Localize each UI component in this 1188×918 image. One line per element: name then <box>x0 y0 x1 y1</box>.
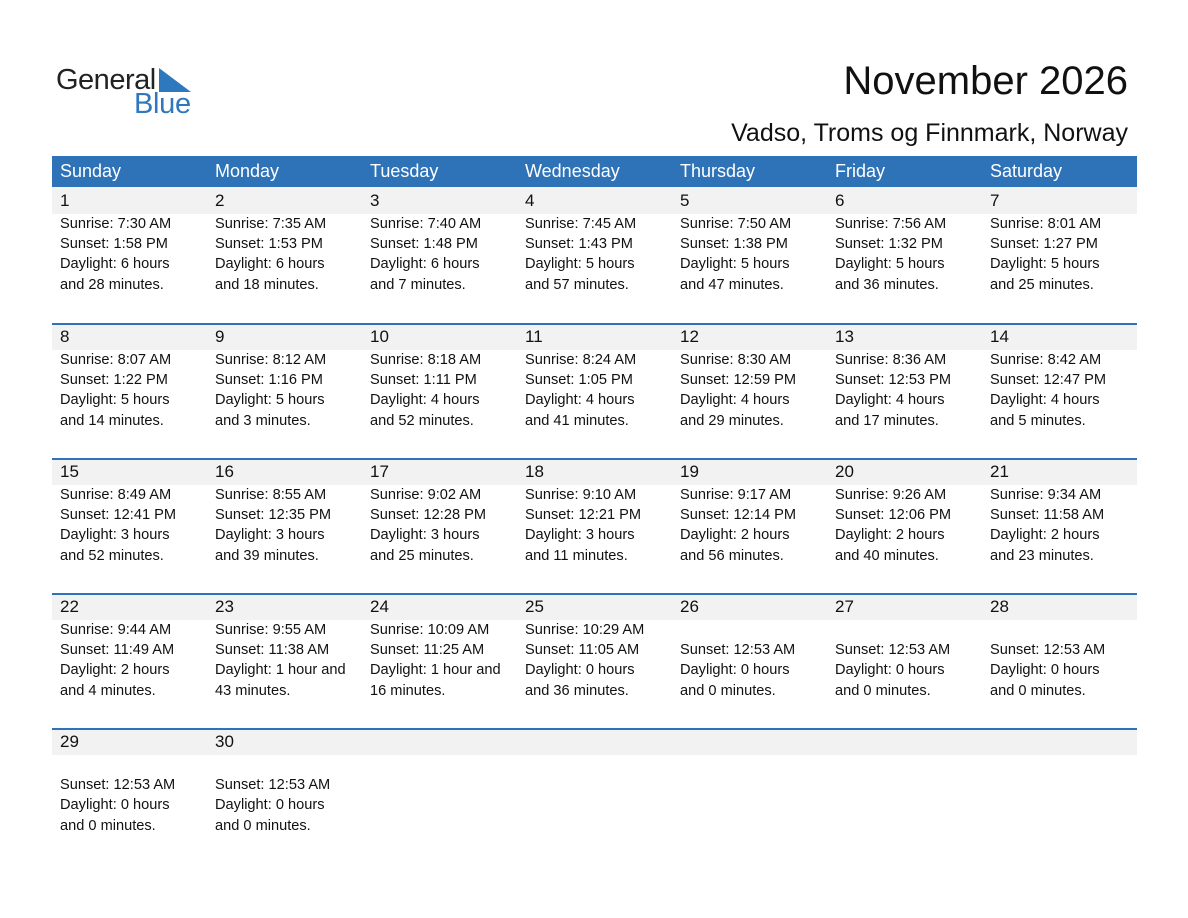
sunrise-text <box>835 620 982 640</box>
day-number: 1 <box>60 191 70 210</box>
day-number: 12 <box>680 327 699 346</box>
day-cell <box>982 728 1137 836</box>
week-row <box>52 593 1137 728</box>
day-number: 17 <box>370 462 389 481</box>
weekday-header: Tuesday <box>370 161 439 181</box>
day-number: 6 <box>835 191 845 210</box>
day-number: 22 <box>60 597 79 616</box>
day-cell <box>827 458 982 566</box>
day-number: 25 <box>525 597 544 616</box>
week-row <box>52 323 1137 458</box>
daylight-minutes-text: and 18 minutes. <box>215 276 319 293</box>
day-details <box>525 214 672 295</box>
sunset-text: Sunset: 12:53 AM <box>990 642 1106 659</box>
sunrise-text: Sunrise: 9:26 AM <box>835 487 947 503</box>
day-cell <box>517 458 672 566</box>
sunset-text: Sunset: 12:06 PM <box>835 507 952 524</box>
day-cell <box>827 323 982 431</box>
day-cell <box>362 728 517 836</box>
weekday-header: Saturday <box>990 161 1063 181</box>
sunset-text: Sunset: 11:05 AM <box>525 642 640 659</box>
daylight-text: Daylight: 4 hours <box>990 392 1100 409</box>
day-number: 4 <box>525 191 535 210</box>
daylight-minutes-text <box>525 816 672 836</box>
sunset-text: Sunset: 11:25 AM <box>370 642 485 659</box>
day-details <box>370 485 517 566</box>
day-details <box>215 620 362 701</box>
sunrise-text: Sunrise: 10:09 AM <box>370 622 490 638</box>
daylight-text: Daylight: 4 hours <box>680 392 790 409</box>
sunset-text: Sunset: 1:38 PM <box>680 236 788 253</box>
daylight-minutes-text: and 25 minutes. <box>370 547 474 564</box>
daylight-text: Daylight: 5 hours <box>60 392 170 409</box>
sunset-text <box>990 775 1137 795</box>
day-details <box>525 755 672 836</box>
daylight-text: Daylight: 3 hours <box>215 527 325 544</box>
sunset-text: Sunset: 1:27 PM <box>990 236 1098 253</box>
day-number: 13 <box>835 327 854 346</box>
sunrise-text: Sunrise: 8:55 AM <box>215 487 327 503</box>
day-number: 18 <box>525 462 544 481</box>
sunset-text: Sunset: 1:53 PM <box>215 236 323 253</box>
day-details <box>60 214 207 295</box>
day-cell <box>827 728 982 836</box>
day-cell <box>207 728 362 836</box>
sunrise-text <box>990 755 1137 775</box>
day-cell <box>982 323 1137 431</box>
sunset-text: Sunset: 12:28 PM <box>370 507 487 524</box>
day-cell <box>362 593 517 701</box>
sunset-text: Sunset: 11:58 AM <box>990 507 1105 524</box>
sunset-text: Sunset: 12:53 AM <box>60 777 176 794</box>
week-cells <box>52 593 1137 701</box>
daylight-text: Daylight: 2 hours <box>835 527 945 544</box>
sunrise-text <box>215 755 362 775</box>
day-cell <box>207 593 362 701</box>
daylight-text <box>525 795 672 815</box>
sunrise-text: Sunrise: 9:10 AM <box>525 487 637 503</box>
day-number: 29 <box>60 732 79 751</box>
day-number: 20 <box>835 462 854 481</box>
daylight-minutes-text: and 47 minutes. <box>680 276 784 293</box>
sunrise-text: Sunrise: 9:44 AM <box>60 622 172 638</box>
day-cell <box>52 187 207 295</box>
sunset-text: Sunset: 12:14 PM <box>680 507 797 524</box>
daylight-text: Daylight: 0 hours <box>525 662 635 679</box>
day-details <box>835 350 982 431</box>
daylight-minutes-text <box>990 816 1137 836</box>
day-cell <box>52 458 207 566</box>
day-number <box>835 728 982 755</box>
weeks-container <box>52 187 1137 863</box>
weekday-header-row <box>52 156 1137 187</box>
weekday-header: Wednesday <box>525 161 620 181</box>
sunset-text: Sunset: 12:59 PM <box>680 372 797 389</box>
weekday-header: Sunday <box>60 161 122 181</box>
day-details <box>525 620 672 701</box>
daylight-minutes-text <box>835 816 982 836</box>
day-number: 24 <box>370 597 389 616</box>
daylight-minutes-text: and 0 minutes. <box>215 817 311 834</box>
daylight-text: Daylight: 4 hours <box>835 392 945 409</box>
daylight-minutes-text: and 0 minutes. <box>835 682 931 699</box>
day-details <box>370 755 517 836</box>
day-cell <box>517 593 672 701</box>
sunrise-text: Sunrise: 8:30 AM <box>680 352 792 368</box>
day-details <box>60 485 207 566</box>
daylight-text: Daylight: 3 hours <box>525 527 635 544</box>
sunset-text: Sunset: 1:58 PM <box>60 236 168 253</box>
week-row <box>52 458 1137 593</box>
sunrise-text <box>60 755 207 775</box>
day-cell <box>52 728 207 836</box>
day-details <box>835 755 982 836</box>
day-cell <box>52 323 207 431</box>
week-cells <box>52 187 1137 295</box>
daylight-minutes-text: and 36 minutes. <box>835 276 939 293</box>
day-number <box>370 728 517 755</box>
daylight-text: Daylight: 1 hour and <box>370 662 501 679</box>
daylight-text: Daylight: 2 hours <box>680 527 790 544</box>
sunrise-text: Sunrise: 8:42 AM <box>990 352 1102 368</box>
daylight-text: Daylight: 6 hours <box>215 256 325 273</box>
sunset-text: Sunset: 11:49 AM <box>60 642 175 659</box>
daylight-minutes-text: and 39 minutes. <box>215 547 319 564</box>
day-number: 30 <box>215 732 234 751</box>
daylight-minutes-text: and 4 minutes. <box>60 682 156 699</box>
sunset-text: Sunset: 12:53 PM <box>835 372 952 389</box>
sunrise-text: Sunrise: 9:17 AM <box>680 487 792 503</box>
daylight-text: Daylight: 0 hours <box>215 797 325 814</box>
sunset-text: Sunset: 12:47 PM <box>990 372 1107 389</box>
sunrise-text: Sunrise: 9:02 AM <box>370 487 482 503</box>
sunset-text: Sunset: 1:11 PM <box>370 372 477 389</box>
day-details <box>990 350 1137 431</box>
day-number <box>680 728 827 755</box>
day-details <box>525 350 672 431</box>
calendar-grid <box>52 156 1137 863</box>
daylight-minutes-text: and 52 minutes. <box>60 547 164 564</box>
sunset-text: Sunset: 12:21 PM <box>525 507 642 524</box>
day-details <box>215 755 362 836</box>
day-cell <box>672 593 827 701</box>
day-number: 27 <box>835 597 854 616</box>
logo-text-general: General <box>56 64 156 96</box>
daylight-minutes-text: and 52 minutes. <box>370 412 474 429</box>
daylight-minutes-text: and 11 minutes. <box>525 547 628 564</box>
sunset-text: Sunset: 1:32 PM <box>835 236 943 253</box>
day-details <box>60 620 207 701</box>
daylight-minutes-text: and 7 minutes. <box>370 276 466 293</box>
sunrise-text <box>525 755 672 775</box>
sunrise-text: Sunrise: 7:45 AM <box>525 216 637 232</box>
day-number: 11 <box>525 327 543 346</box>
day-details <box>525 485 672 566</box>
day-cell <box>672 458 827 566</box>
daylight-text: Daylight: 4 hours <box>370 392 480 409</box>
day-cell <box>362 187 517 295</box>
day-cell <box>982 458 1137 566</box>
daylight-text: Daylight: 0 hours <box>680 662 790 679</box>
day-number: 16 <box>215 462 234 481</box>
day-number: 19 <box>680 462 699 481</box>
sunset-text: Sunset: 11:38 AM <box>215 642 330 659</box>
day-number <box>525 728 672 755</box>
sunset-text: Sunset: 12:53 AM <box>680 642 796 659</box>
day-details <box>370 350 517 431</box>
sunrise-text: Sunrise: 8:24 AM <box>525 352 637 368</box>
sunrise-text: Sunrise: 7:56 AM <box>835 216 947 232</box>
day-cell <box>827 593 982 701</box>
daylight-minutes-text: and 40 minutes. <box>835 547 939 564</box>
brand-logo <box>56 64 196 120</box>
sunrise-text: Sunrise: 7:40 AM <box>370 216 482 232</box>
week-cells <box>52 323 1137 431</box>
day-cell <box>672 323 827 431</box>
day-number: 3 <box>370 191 380 210</box>
day-cell <box>207 458 362 566</box>
sunrise-text: Sunrise: 8:36 AM <box>835 352 947 368</box>
daylight-minutes-text: and 3 minutes. <box>215 412 311 429</box>
day-cell <box>982 187 1137 295</box>
daylight-minutes-text: and 5 minutes. <box>990 412 1086 429</box>
sunset-text: Sunset: 12:35 PM <box>215 507 332 524</box>
daylight-minutes-text: and 36 minutes. <box>525 682 629 699</box>
day-details <box>370 620 517 701</box>
daylight-minutes-text: and 23 minutes. <box>990 547 1094 564</box>
daylight-minutes-text: and 0 minutes. <box>990 682 1086 699</box>
sunset-text: Sunset: 1:16 PM <box>215 372 323 389</box>
day-cell <box>52 593 207 701</box>
day-number: 5 <box>680 191 690 210</box>
daylight-text <box>370 795 517 815</box>
sunset-text: Sunset: 12:41 PM <box>60 507 177 524</box>
sunrise-text: Sunrise: 8:07 AM <box>60 352 172 368</box>
day-cell <box>672 728 827 836</box>
weekday-header: Monday <box>215 161 280 181</box>
daylight-text: Daylight: 6 hours <box>60 256 170 273</box>
day-number <box>990 728 1137 755</box>
sunrise-text: Sunrise: 7:30 AM <box>60 216 172 232</box>
daylight-minutes-text: and 56 minutes. <box>680 547 784 564</box>
daylight-minutes-text: and 57 minutes. <box>525 276 629 293</box>
daylight-minutes-text: and 0 minutes. <box>680 682 776 699</box>
day-cell <box>672 187 827 295</box>
daylight-text: Daylight: 2 hours <box>60 662 170 679</box>
logo-text-blue: Blue <box>134 88 191 120</box>
daylight-minutes-text: 16 minutes. <box>370 682 446 699</box>
sunset-text: Sunset: 1:22 PM <box>60 372 168 389</box>
sunrise-text: Sunrise: 7:35 AM <box>215 216 327 232</box>
day-details <box>215 485 362 566</box>
week-row <box>52 728 1137 863</box>
daylight-text: Daylight: 0 hours <box>60 797 170 814</box>
sunrise-text <box>680 755 827 775</box>
location-subtitle: Vadso, Troms og Finnmark, Norway <box>731 119 1128 147</box>
daylight-text: Daylight: 5 hours <box>680 256 790 273</box>
sunset-text <box>525 775 672 795</box>
daylight-text: Daylight: 1 hour and <box>215 662 346 679</box>
day-details <box>990 214 1137 295</box>
day-details <box>835 620 982 701</box>
day-cell <box>517 187 672 295</box>
daylight-minutes-text: and 41 minutes. <box>525 412 629 429</box>
sunset-text: Sunset: 1:43 PM <box>525 236 633 253</box>
day-number: 15 <box>60 462 79 481</box>
daylight-minutes-text: and 25 minutes. <box>990 276 1094 293</box>
sunset-text: Sunset: 1:48 PM <box>370 236 478 253</box>
day-details <box>990 620 1137 701</box>
day-details <box>680 214 827 295</box>
sunset-text <box>370 775 517 795</box>
day-number: 8 <box>60 327 70 346</box>
sunrise-text <box>680 620 827 640</box>
daylight-text: Daylight: 6 hours <box>370 256 480 273</box>
daylight-text: Daylight: 0 hours <box>835 662 945 679</box>
sunset-text: Sunset: 12:53 AM <box>215 777 331 794</box>
daylight-minutes-text: and 28 minutes. <box>60 276 164 293</box>
day-number: 23 <box>215 597 234 616</box>
day-details <box>990 485 1137 566</box>
sunrise-text: Sunrise: 10:29 AM <box>525 622 645 638</box>
sunset-text <box>680 775 827 795</box>
day-cell <box>827 187 982 295</box>
sunrise-text: Sunrise: 9:34 AM <box>990 487 1102 503</box>
sunset-text: Sunset: 12:53 AM <box>835 642 951 659</box>
day-cell <box>207 187 362 295</box>
sunrise-text: Sunrise: 8:49 AM <box>60 487 172 503</box>
day-cell <box>517 728 672 836</box>
day-cell <box>207 323 362 431</box>
weekday-header: Thursday <box>680 161 756 181</box>
day-number: 9 <box>215 327 225 346</box>
sunrise-text: Sunrise: 8:01 AM <box>990 216 1102 232</box>
day-details <box>990 755 1137 836</box>
sunrise-text <box>990 620 1137 640</box>
day-number: 26 <box>680 597 699 616</box>
daylight-text: Daylight: 5 hours <box>525 256 635 273</box>
day-cell <box>517 323 672 431</box>
daylight-text: Daylight: 5 hours <box>215 392 325 409</box>
day-details <box>215 350 362 431</box>
sunrise-text <box>370 755 517 775</box>
daylight-minutes-text: and 17 minutes. <box>835 412 939 429</box>
sunrise-text: Sunrise: 7:50 AM <box>680 216 792 232</box>
sunrise-text: Sunrise: 9:55 AM <box>215 622 327 638</box>
sunset-text <box>835 775 982 795</box>
day-details <box>60 350 207 431</box>
daylight-minutes-text: 43 minutes. <box>215 682 291 699</box>
day-number: 14 <box>990 327 1009 346</box>
day-cell <box>362 323 517 431</box>
day-number: 28 <box>990 597 1009 616</box>
day-details <box>835 485 982 566</box>
daylight-text: Daylight: 5 hours <box>990 256 1100 273</box>
day-details <box>680 755 827 836</box>
daylight-minutes-text: and 29 minutes. <box>680 412 784 429</box>
day-number: 2 <box>215 191 225 210</box>
week-cells <box>52 458 1137 566</box>
sunset-text: Sunset: 1:05 PM <box>525 372 633 389</box>
daylight-text: Daylight: 5 hours <box>835 256 945 273</box>
day-details <box>680 620 827 701</box>
daylight-text: Daylight: 3 hours <box>60 527 170 544</box>
day-details <box>835 214 982 295</box>
day-details <box>680 350 827 431</box>
daylight-minutes-text: and 14 minutes. <box>60 412 164 429</box>
page-title: November 2026 <box>843 59 1128 103</box>
day-number: 7 <box>990 191 1000 210</box>
day-details <box>215 214 362 295</box>
week-cells <box>52 728 1137 836</box>
daylight-text <box>990 795 1137 815</box>
daylight-minutes-text <box>370 816 517 836</box>
week-row <box>52 187 1137 323</box>
daylight-minutes-text: and 0 minutes. <box>60 817 156 834</box>
day-details <box>60 755 207 836</box>
weekday-header: Friday <box>835 161 886 181</box>
day-cell <box>362 458 517 566</box>
sunrise-text: Sunrise: 8:12 AM <box>215 352 327 368</box>
sunrise-text <box>835 755 982 775</box>
day-details <box>680 485 827 566</box>
daylight-minutes-text <box>680 816 827 836</box>
daylight-text <box>835 795 982 815</box>
day-details <box>370 214 517 295</box>
day-number: 10 <box>370 327 389 346</box>
daylight-text <box>680 795 827 815</box>
day-number: 21 <box>990 462 1009 481</box>
sunrise-text: Sunrise: 8:18 AM <box>370 352 482 368</box>
daylight-text: Daylight: 3 hours <box>370 527 480 544</box>
daylight-text: Daylight: 4 hours <box>525 392 635 409</box>
daylight-text: Daylight: 2 hours <box>990 527 1100 544</box>
daylight-text: Daylight: 0 hours <box>990 662 1100 679</box>
day-cell <box>982 593 1137 701</box>
